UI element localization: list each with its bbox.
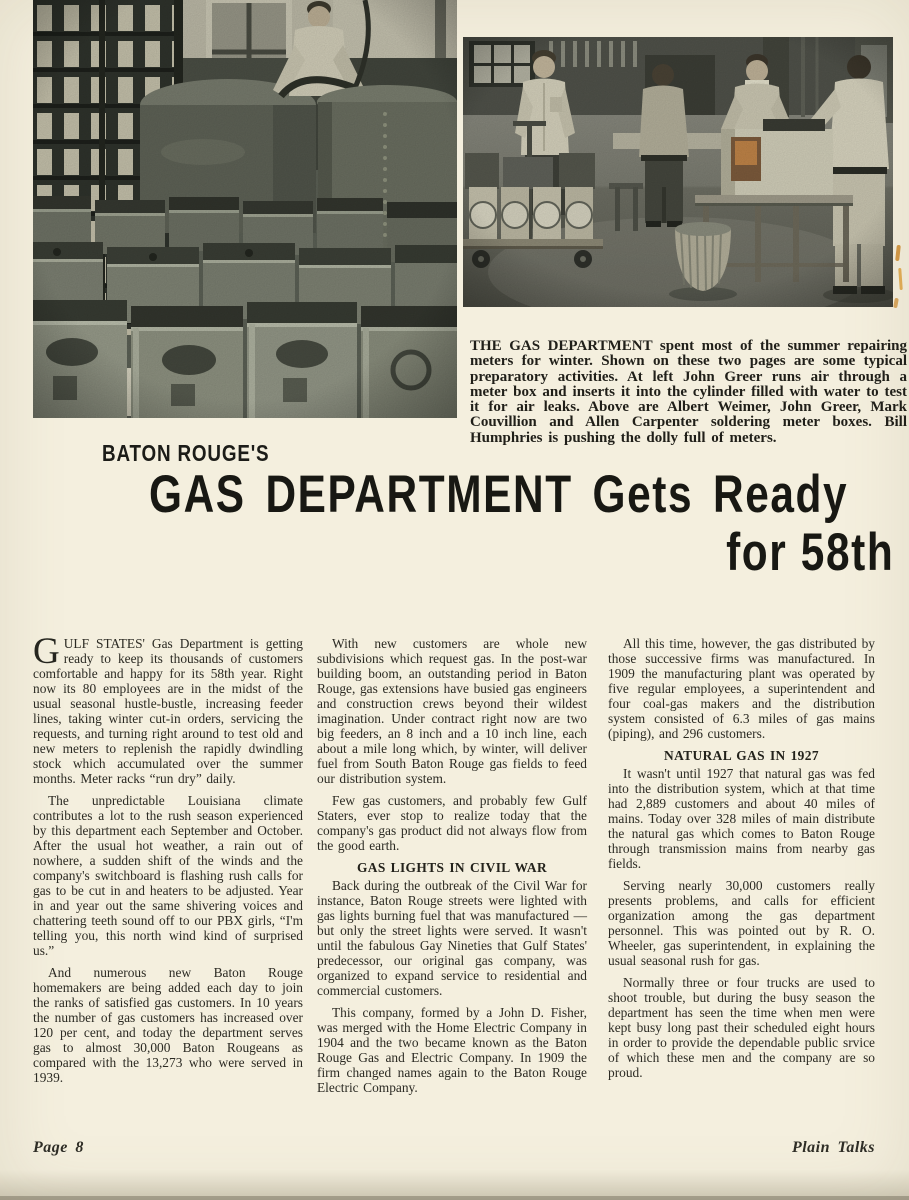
headline-kicker: BATON ROUGE'S [102, 440, 270, 466]
orange-scan-artifact [893, 298, 899, 309]
scan-shadow-band [0, 1170, 909, 1200]
paragraph [33, 631, 303, 786]
orange-scan-artifact [898, 268, 903, 290]
paragraph: Back during the outbreak of the Civil War for instance, Baton Rouge streets were lighted with gas lights burning fuel that was manufactured — but only the street lights were served. It wasn't until the fabulous Gay Nineties that Gulf States' predecessor, our original gas company, was organized to expand service to residential and commercial customers. [317, 878, 587, 998]
photo-soldering-crew-art [463, 37, 893, 307]
article-body [33, 631, 875, 1102]
paragraph: It wasn't until 1927 that natural gas was fed into the distribution system, which at that time had 2,889 customers and about 40 miles of mains. Today over 328 miles of main distribute the natural gas which comes to Baton Rouge through transmission mains from nearby gas fields. [608, 766, 875, 871]
caption-lead: THE GAS DEPARTMENT [470, 338, 653, 354]
column-2 [317, 636, 587, 1102]
photo-caption [470, 339, 907, 446]
dropcap: G [33, 631, 60, 672]
subhead-natural-gas: NATURAL GAS IN 1927 [664, 748, 819, 763]
paragraph: And numerous new Baton Rouge homemakers are being added each day to join the ranks of satisfied gas customers. In 10 years the number of gas customers has increased over 120 per cent, and today the department serves gas to almost 30,000 Baton Rougeans as compared with the 13,273 who were served in 1939. [33, 965, 303, 1085]
publication-name: Plain Talks [791, 1139, 875, 1156]
paragraph: Few gas customers, and probably few Gulf Staters, ever stop to realize today that the company's gas product did not always flow from the good earth. [317, 793, 587, 853]
paragraph: With new customers are whole new subdivisions which request gas. In the post-war building boom, an outstanding period in Baton Rouge, gas extensions have busied gas engineers and construction crews beyond their wildest imagination. Under contract right now are two big feeders, an 8 inch and a 10 inch line, each about a mile long which, by winter, will deliver fuel from South Baton Rouge gas fields to feed our distribution system. [317, 636, 587, 786]
photo-meter-testing-art [33, 0, 457, 418]
paragraph-text: ULF STATES' Gas Department is getting ready to keep its thousands of customers comfortable and happy for its 58th year. Right now its 80 employees are in the midst of the usual seasonal hustle-bustle, increasing feeder lines, taking winter cut-in orders, servicing the requests, and turning right around to test old and new meters to replenish the rapidly dwindling stock which accumulated over the summer months. Meter racks “run dry” daily. [33, 636, 303, 786]
photo-meter-testing [33, 0, 457, 418]
photo-soldering-crew [463, 37, 893, 307]
column-3 [608, 636, 875, 1102]
headline-line2: for 58th [725, 523, 894, 582]
paragraph: Serving nearly 30,000 customers really presents problems, and calls for efficient organization among the gas department personnel. This was pointed out by R. O. Wheeler, gas superintendent, in explaining the usual seasonal rush for gas. [608, 878, 875, 968]
paragraph: This company, formed by a John D. Fisher, was merged with the Home Electric Company in 1904 and the two became known as the Baton Rouge Gas and Electric Company. In 1909 the firm changed names again to the Baton Rouge Electric Company. [317, 1005, 587, 1095]
paragraph: All this time, however, the gas distributed by those successive firms was manufactured. In 1909 the manufacturing plant was operated by five regular employees, a superintendent and four coal-gas makers and the distribution system consisted of 6.3 miles of gas mains (piping), and 296 customers. [608, 636, 875, 741]
column-1 [33, 631, 303, 1102]
orange-scan-artifact [895, 245, 901, 261]
caption-text: spent most of the summer repairing meters for winter. Shown on these two pages are some typical preparatory activities. At left John Greer runs air through a meter box and inserts it into the cylinder filled with water to test it for air leaks. Above are Albert Weimer, John Greer, Mark Couvillion and Allen Carpenter soldering meter boxes. Bill Humphries is pushing the dolly full of meters. [470, 338, 907, 446]
paragraph: The unpredictable Louisiana climate contributes a lot to the rush season experienced by this department each September and October. After the usual hot weather, a rain out of nowhere, a sudden shift of the winds and the company's switchboard is flashing rush calls for gas to be cut in and heaters to be adjusted. Year in and year out the same shivering voices and chattering teeth sound off to our PBX girls, “I'm telling you, this north wind kind of surprised us.” [33, 793, 303, 958]
page-number: Page 8 [33, 1139, 84, 1156]
paragraph: Normally three or four trucks are used to shoot trouble, but during the busy season the department has seen the time when men were kept busy long past their scheduled eight hours in order to provide the dependable public srvice of which these men and the company are so proud. [608, 975, 875, 1080]
headline-line1: GAS DEPARTMENT Gets Ready [149, 465, 849, 524]
subhead-gas-lights: GAS LIGHTS IN CIVIL WAR [356, 860, 548, 875]
